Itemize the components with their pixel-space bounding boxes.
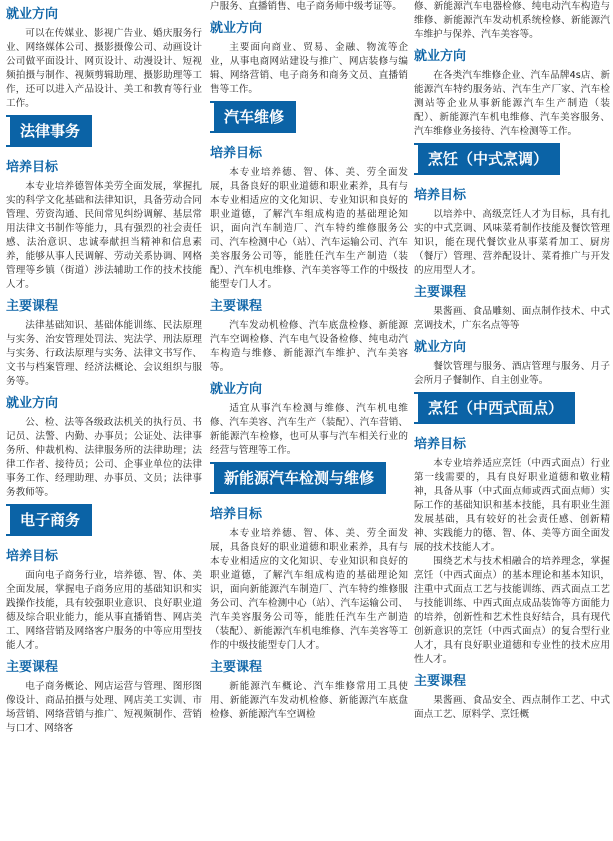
section-subheading: 就业方向 bbox=[210, 21, 263, 36]
section-title-pastry: 烹饪（中西式面点） bbox=[414, 394, 573, 422]
paragraph: 法律基础知识、基础体能训练、民法原理与实务、治安管理处罚法、宪法学、刑法原理与实务、行政法原理与实务、法律文书写作、文书与档案管理、经济法概论、会议组织与服务等。 bbox=[6, 320, 202, 387]
paragraph: 户服务、直播销售、电子商务师中级考证等。 bbox=[210, 1, 402, 12]
paragraph: 汽车发动机检修、汽车底盘检修、新能源汽车空调检修、汽车电气设备检修、纯电动汽车构造与维修、新能源汽车维护、汽车美容等。 bbox=[210, 320, 408, 373]
paragraph: 电子商务概论、网店运营与管理、图形图像设计、商品拍摄与处理、网店美工实训、市场营销、网络营销与推广、短视频制作、营销与口才、网络客 bbox=[6, 681, 202, 734]
paragraph: 在各类汽车维修企业、汽车品牌4s店、新能源汽车特约服务站、汽车生产厂家、汽车检测站等企业从事新能源汽车生产制造（装配）、新能源汽车机电维修、汽车美容服务、汽车维修业务接待、汽车检测等工作。 bbox=[414, 70, 610, 137]
section-title-ecommerce: 电子商务 bbox=[6, 506, 90, 534]
section-subheading: 主要课程 bbox=[210, 660, 263, 675]
section-subheading: 培养目标 bbox=[210, 507, 263, 522]
paragraph: 围绕艺术与技术相融合的培养理念，掌握烹饪（中西式面点）的基本理论和基本知识，注重中式面点工艺与技能训练、西式面点工艺与技能训练、中西式面点成品装饰等方面能力的培养，创新性和艺术性良好结合，具有现代创新意识的烹饪（中西式面点）的复合型行业人才，具有良好职业道德和专业性的技术应用性人才。 bbox=[414, 556, 610, 665]
section-subheading: 主要课程 bbox=[414, 674, 467, 689]
paragraph: 本专业培养德、智、体、美、劳全面发展，具备良好的职业道德和职业素养，具有与本专业相适应的文化知识、专业知识和良好的职业道德，了解汽车组成构造的基础理论知识，面向汽车制造厂、汽车特约维修服务公司、汽车检测中心（站）、汽车运输公司、汽车美容服务公司等，能胜任汽车生产制造（装配）、汽车机电维修、汽车美容等工作的中级技能型专门人才。 bbox=[210, 167, 408, 290]
paragraph: 本专业培养德、智、体、美、劳全面发展，具备良好的职业道德和职业素养，具有与本专业相适应的文化知识、专业知识和良好的职业道德，了解汽车组成构造的基础理论知识，面向新能源汽车制造厂、汽车特约维修服务公司、汽车检测中心（站）、汽车运输公司、汽车美容服务公司等，能胜任汽车生产制造（装配）、新能源汽车机电维修、汽车美容等工作的中级技能型专门人才。 bbox=[210, 528, 408, 651]
section-subheading: 培养目标 bbox=[6, 549, 59, 564]
section-subheading: 主要课程 bbox=[210, 299, 263, 314]
paragraph: 果酱画、食品安全、西点制作工艺、中式面点工艺、原料学、烹饪概 bbox=[414, 695, 610, 720]
paragraph: 主要面向商业、贸易、金融、物流等企业，从事电商网站建设与推广、网店装修与编辑、网络营销、电子商务和商务文员、直播销售等工作。 bbox=[210, 42, 408, 95]
column-middle bbox=[210, 0, 408, 841]
section-subheading: 主要课程 bbox=[6, 299, 59, 314]
section-subheading: 主要课程 bbox=[414, 285, 467, 300]
column-right bbox=[414, 0, 610, 841]
paragraph: 适宜从事汽车检测与维修、汽车机电维修、汽车美容、汽车生产（装配）、汽车营销、新能源汽车检修，也可从事与汽车相关行业的经营与管理等工作。 bbox=[210, 403, 408, 456]
paragraph: 餐饮管理与服务、酒店管理与服务、月子会所月子餐制作、自主创业等。 bbox=[414, 361, 610, 386]
section-subheading: 就业方向 bbox=[414, 340, 467, 355]
paragraph: 面向电子商务行业，培养德、智、体、美全面发展，掌握电子商务应用的基础知识和实践操作技能，具有较强职业意识、良好职业道德及综合职业能力，能从事直播销售、网店美工、网络营销及网络客户服务的中等应用型技能人才。 bbox=[6, 570, 202, 651]
section-title-chinese-cooking: 烹饪（中式烹调） bbox=[414, 145, 558, 173]
paragraph: 修、新能源汽车电器检修、纯电动汽车构造与维修、新能源汽车发动机系统检修、新能源汽车维护与保养、汽车美容等。 bbox=[414, 1, 610, 40]
paragraph: 本专业培养德智体美劳全面发展，掌握扎实的科学文化基础和法律知识，具备劳动合同管理、劳资沟通、民间常见纠纷调解、基层常用法律文书制作等能力，具有强烈的社会责任感、法治意识、忠诚奉献担当精神和信息素养，能够从事人民调解、劳动关系协调、网格管理等乡镇（街道）涉法辅助工作的技术技能人才。 bbox=[6, 181, 202, 290]
paragraph: 果酱画、食品雕刻、面点制作技术、中式烹调技术，广东名点等等 bbox=[414, 306, 610, 331]
paragraph: 可以在传媒业、影视广告业、婚庆服务行业、网络媒体公司、摄影摄像公司、动画设计公司做平面设计、网页设计、动漫设计、短视频拍摄与制作、视频剪辑助理、摄影助理等工作，还可以进入产品设计、美工和教育等行业工作。 bbox=[6, 28, 202, 109]
section-title-legal: 法律事务 bbox=[6, 117, 90, 145]
paragraph: 本专业培养适应烹饪（中西式面点）行业第一线需要的，具有良好职业道德和敬业精神，具备从事（中式面点师或西式面点师）实际工作的基础知识和基本技能，具有职业生涯发展基础，具有较好的社会责任感、创新精神、实践能力的德、智、体、美等方面全面发展的技术技能人才。 bbox=[414, 458, 610, 553]
paragraph: 公、检、法等各级政法机关的执行员、书记员、法警、内勤、办事员；公证处、法律事务所、仲裁机构、法律服务所的法律助理；法律工作者、接待员；公司、企事业单位的法律事务工作、经理助理、办事员、文员；法律事务教师等。 bbox=[6, 417, 202, 498]
section-title-auto-repair: 汽车维修 bbox=[210, 103, 294, 131]
section-subheading: 培养目标 bbox=[210, 146, 263, 161]
section-subheading: 培养目标 bbox=[414, 437, 467, 452]
section-title-new-energy-vehicle: 新能源汽车检测与维修 bbox=[210, 464, 384, 492]
section-subheading: 就业方向 bbox=[210, 382, 263, 397]
section-subheading: 就业方向 bbox=[6, 7, 59, 22]
paragraph: 新能源汽车概论、汽车维修常用工具使用、新能源汽车发动机检修、新能源汽车底盘检修、新能源汽车空调检 bbox=[210, 681, 408, 720]
section-subheading: 培养目标 bbox=[414, 188, 467, 203]
section-subheading: 培养目标 bbox=[6, 160, 59, 175]
column-left bbox=[6, 0, 202, 841]
section-subheading: 就业方向 bbox=[6, 396, 59, 411]
paragraph: 以培养中、高级烹饪人才为目标，具有扎实的中式烹调、风味菜肴制作技能及餐饮管理知识，能在现代餐饮业从事菜肴加工、厨房（餐厅）管理、营养配设计、菜肴推广与开发的应用型人才。 bbox=[414, 209, 610, 276]
section-subheading: 主要课程 bbox=[6, 660, 59, 675]
section-subheading: 就业方向 bbox=[414, 49, 467, 64]
